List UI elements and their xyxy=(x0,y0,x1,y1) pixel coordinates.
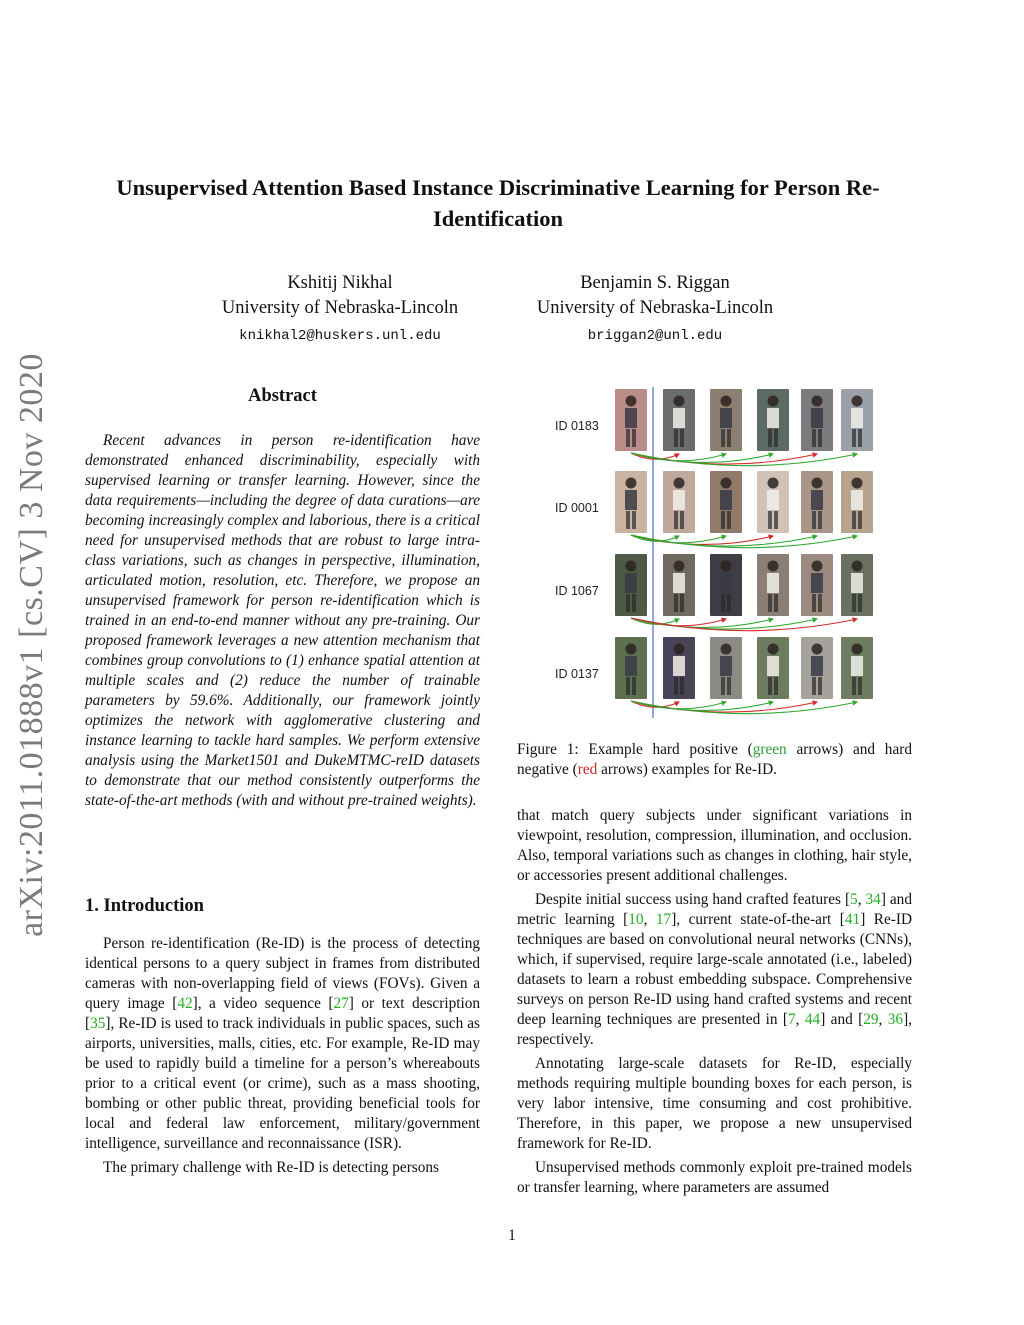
author-affiliation: University of Nebraska-Lincoln xyxy=(221,298,459,318)
citation-link[interactable]: 29 xyxy=(863,1011,879,1028)
gallery-person-image xyxy=(757,637,789,699)
gallery-person-image xyxy=(663,471,695,533)
gallery-person-image xyxy=(841,471,873,533)
gallery-person-image xyxy=(841,637,873,699)
identity-label: ID 0001 xyxy=(555,501,599,515)
gallery-person-image xyxy=(710,471,742,533)
text-run: Despite initial success using hand crafted features [ xyxy=(535,891,851,908)
query-person-image xyxy=(615,554,647,616)
author-block-2 xyxy=(505,271,805,349)
gallery-person-image xyxy=(801,471,833,533)
citation-link[interactable]: 41 xyxy=(844,911,861,928)
page-number: 1 xyxy=(508,1227,516,1244)
gallery-person-image xyxy=(757,471,789,533)
arxiv-identifier-text: arXiv:2011.01888v1 [cs.CV] 3 Nov 2020 xyxy=(13,353,51,937)
text-run: ] Re-ID techniques are based on convolutional neural networks (CNNs), which, if supervised, require large-scale annotated (i.e., labeled) datasets to learn a robust embedding subspace. Comprehensive surveys on person Re-ID using hand crafted systems and recent deep learning techniques are presented in [ xyxy=(517,911,913,1028)
abstract-text: Recent advances in person re-identification have demonstrated enhanced discriminability, especially with supervised learning or transfer learning. However, since the data requirements—including the degree of data curations—are becoming increasingly complex and laborious, there is a critical need for unsupervised methods that are robust to large intra-class variations, such as changes in perspective, illumination, articulated motion, resolution, etc. Therefore, we propose an unsupervised framework for person re-identification which is trained in an end-to-end manner without any pre-training. Our proposed framework leverages a new attention mechanism that combines group convolutions to (1) enhance spatial attention at multiple scales and (2) reduce the number of trainable parameters by 59.6%. Additionally, our framework jointly optimizes the network with agglomerative clustering and instance learning to tackle hard samples. We perform extensive analysis using the Market1501 and DukeMTMC-reID datasets to demonstrate that our method consistently outperforms the state-of-the-art methods (with and without pre-trained weights). xyxy=(85,432,480,809)
text-run: , xyxy=(878,1011,888,1028)
paragraph xyxy=(85,934,480,1154)
text-run: arrows) and hard negative ( xyxy=(517,741,912,778)
paragraph xyxy=(517,890,912,1050)
text-run: ], current state-of-the-art [ xyxy=(671,911,845,928)
section-heading-introduction: 1. Introduction xyxy=(85,896,204,916)
gallery-person-image xyxy=(841,554,873,616)
gallery-person-image xyxy=(757,389,789,451)
gallery-person-image xyxy=(663,637,695,699)
author-email: briggan2@unl.edu xyxy=(587,328,723,344)
query-person-image xyxy=(615,389,647,451)
text-run: ], Re-ID is used to track individuals in public spaces, such as airports, universities, malls, cities, etc. For example, Re-ID may be used to rapidly build a timeline for a person’s whereabouts prior to a critical event (or crime), such as a mass shooting, bombing or other public threat, providing beneficial tools for local and federal law enforcement, military/government intelligence, surveillance and reconnaissance (ISR). xyxy=(85,1015,480,1152)
gallery-person-image xyxy=(801,554,833,616)
identity-label: ID 0183 xyxy=(555,419,599,433)
text-run: ], a video sequence [ xyxy=(192,995,334,1012)
query-person-image xyxy=(615,637,647,699)
citation-link[interactable]: 42 xyxy=(177,995,193,1012)
gallery-person-image xyxy=(663,554,695,616)
citation-link[interactable]: 7 xyxy=(788,1011,796,1028)
gallery-person-image xyxy=(710,389,742,451)
author-email: knikhal2@huskers.unl.edu xyxy=(239,328,441,344)
citation-link[interactable]: 10 xyxy=(628,911,644,928)
author-name: Kshitij Nikhal xyxy=(287,273,393,293)
paragraph: The primary challenge with Re-ID is detecting persons xyxy=(103,1159,440,1176)
text-run: arrows) examples for Re-ID. xyxy=(597,761,777,778)
text-run: Person re-identification (Re-ID) is the process of detecting identical persons to a query subject in frames from distributed cameras with non-overlapping field of views (FOVs). Given a query image [ xyxy=(85,935,480,1012)
gallery-person-image xyxy=(710,637,742,699)
author-name: Benjamin S. Riggan xyxy=(580,273,730,293)
gallery-person-image xyxy=(841,389,873,451)
text-run: ] or text description [ xyxy=(85,995,481,1032)
citation-link[interactable]: 35 xyxy=(90,1015,106,1032)
citation-link[interactable]: 44 xyxy=(804,1011,821,1028)
text-run: , xyxy=(643,911,656,928)
author-affiliation: University of Nebraska-Lincoln xyxy=(536,298,774,318)
figure-1-caption xyxy=(517,740,912,780)
gallery-person-image xyxy=(710,554,742,616)
paragraph: Annotating large-scale datasets for Re-ID, especially methods requiring multiple bounding boxes for each person, is very labor intensive, time consuming and cost prohibitive. Therefore, in this paper, we propose a new unsupervised framework for Re-ID. xyxy=(517,1055,912,1152)
text-run: Figure 1: Example hard positive ( xyxy=(517,741,753,758)
text-run: ], respectively. xyxy=(517,1011,912,1048)
author-block-1 xyxy=(190,271,490,349)
text-run: , xyxy=(857,891,866,908)
gallery-person-image xyxy=(801,637,833,699)
text-run: ] and metric learning [ xyxy=(517,891,912,928)
text-run: ] and [ xyxy=(820,1011,864,1028)
figure-1-reid-examples xyxy=(545,383,885,723)
red-keyword: red xyxy=(577,761,598,778)
identity-label: ID 0137 xyxy=(555,667,599,681)
citation-link[interactable]: 34 xyxy=(865,891,881,908)
gallery-person-image xyxy=(801,389,833,451)
introduction-right-column xyxy=(517,806,912,1202)
paragraph: Unsupervised methods commonly exploit pre-trained models or transfer learning, where parameters are assumed xyxy=(517,1159,912,1196)
query-person-image xyxy=(615,471,647,533)
identity-label: ID 1067 xyxy=(555,584,599,598)
text-run: , xyxy=(795,1011,805,1028)
citation-link[interactable]: 5 xyxy=(850,891,858,908)
citation-link[interactable]: 27 xyxy=(333,995,349,1012)
citation-link[interactable]: 17 xyxy=(655,911,672,928)
paragraph: that match query subjects under significant variations in viewpoint, resolution, compression, illumination, and occlusion. Also, temporal variations such as changes in clothing, hair style, or accessories present additional challenges. xyxy=(517,807,912,884)
citation-link[interactable]: 36 xyxy=(887,1011,904,1028)
paper-title: Unsupervised Attention Based Instance Discriminative Learning for Person Re-Identification xyxy=(116,175,880,231)
gallery-person-image xyxy=(757,554,789,616)
introduction-left-column xyxy=(85,934,480,1182)
abstract-heading: Abstract xyxy=(248,386,317,406)
gallery-person-image xyxy=(663,389,695,451)
green-keyword: green xyxy=(752,741,787,758)
arxiv-identifier-stamp xyxy=(2,350,62,940)
